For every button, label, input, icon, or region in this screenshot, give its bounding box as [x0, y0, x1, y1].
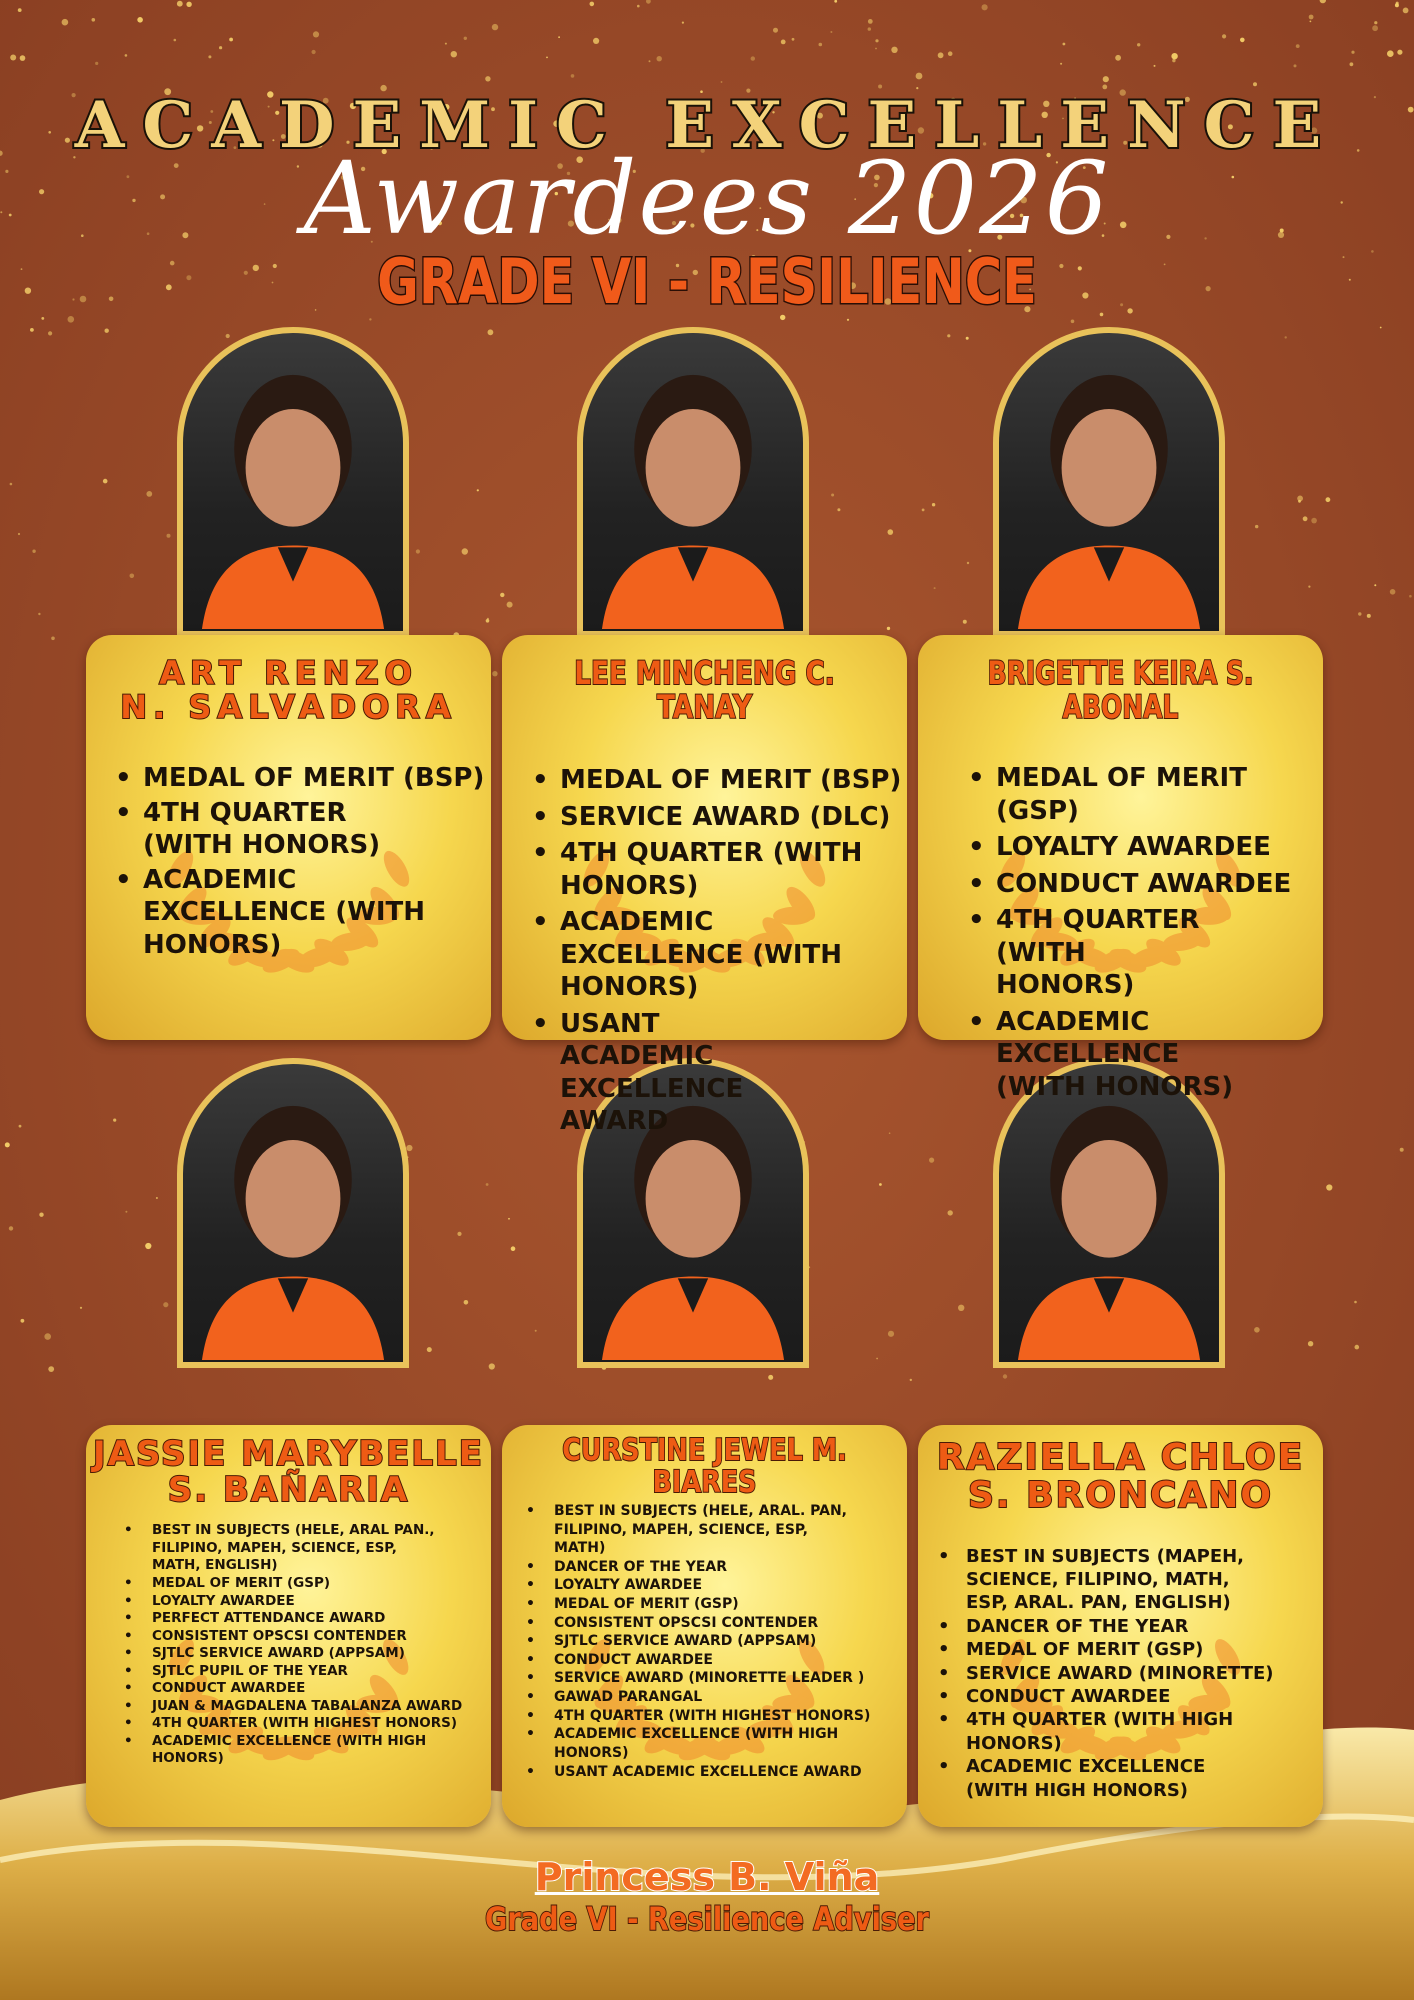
award-item: • ACADEMIC EXCELLENCE (WITH HIGH HONORS) — [86, 1733, 491, 1768]
portrait-silhouette-icon — [183, 1064, 403, 1362]
award-item: • GAWAD PARANGAL — [502, 1688, 907, 1707]
award-item: • ACADEMIC EXCELLENCE (WITH HONORS) — [918, 1006, 1256, 1104]
award-item: • SERVICE AWARD (DLC) — [502, 801, 907, 834]
award-item: • BEST IN SUBJECTS (HELE, ARAL PAN., FILIPINO, MAPEH, SCIENCE, ESP, MATH, ENGLISH) — [86, 1522, 442, 1575]
award-item: • CONDUCT AWARDEE — [918, 1685, 1323, 1708]
awardee-name: ART RENZO N. SALVADORA — [120, 654, 457, 726]
award-list — [918, 1545, 1323, 1802]
award-item: • 4TH QUARTER (WITH HONORS) — [918, 904, 1226, 1002]
portrait-silhouette-icon — [999, 333, 1219, 631]
award-list — [502, 1502, 907, 1781]
award-item: • MEDAL OF MERIT (BSP) — [86, 762, 491, 795]
heading-academic-excellence: ACADEMIC EXCELLENCE — [74, 88, 1340, 163]
awardee-name: RAZIELLA CHLOE S. BRONCANO — [936, 1437, 1305, 1516]
awardee-name: JASSIE MARYBELLE S. BAÑARIA — [93, 1434, 484, 1510]
award-item: • ACADEMIC EXCELLENCE (WITH HIGH HONORS) — [502, 1725, 907, 1762]
award-item: • CONDUCT AWARDEE — [502, 1651, 907, 1670]
award-item: • SERVICE AWARD (MINORETTE LEADER ) — [502, 1669, 907, 1688]
awardee-name: LEE MINCHENG C. TANAY — [574, 654, 835, 726]
award-item: • 4TH QUARTER (WITH HIGH HONORS) — [918, 1708, 1323, 1755]
awardee-photo-1 — [177, 327, 409, 637]
award-item: • SJTLC SERVICE AWARD (APPSAM) — [502, 1632, 907, 1651]
award-item: • USANT ACADEMIC EXCELLENCE AWARD — [502, 1008, 800, 1138]
portrait-silhouette-icon — [999, 1064, 1219, 1362]
awardee-photo-2 — [577, 327, 809, 637]
award-item: • MEDAL OF MERIT (BSP) — [502, 764, 907, 797]
heading-awardees-year: Awardees 2026 — [303, 140, 1111, 257]
portrait-silhouette-icon — [583, 333, 803, 631]
award-item: • SJTLC SERVICE AWARD (APPSAM) — [86, 1645, 491, 1663]
award-item: • CONDUCT AWARDEE — [86, 1680, 491, 1698]
awardee-name: CURSTINE JEWEL M. BIARES — [562, 1433, 847, 1500]
award-list — [86, 1522, 491, 1768]
award-item: • USANT ACADEMIC EXCELLENCE AWARD — [502, 1763, 907, 1782]
awardee-name: BRIGETTE KEIRA S. ABONAL — [987, 654, 1254, 726]
award-item: • MEDAL OF MERIT (GSP) — [502, 1595, 907, 1614]
portrait-silhouette-icon — [183, 333, 403, 631]
award-item: • MEDAL OF MERIT (GSP) — [86, 1575, 491, 1593]
award-item: • DANCER OF THE YEAR — [502, 1558, 907, 1577]
award-item: • CONDUCT AWARDEE — [918, 868, 1323, 901]
awardee-card-1 — [86, 635, 491, 1040]
awardee-photo-4 — [177, 1058, 409, 1368]
awardee-photo-6 — [993, 1058, 1225, 1368]
adviser-role: Grade VI - Resilience Adviser — [485, 1900, 929, 1938]
award-item: • CONSISTENT OPSCSI CONTENDER — [502, 1614, 907, 1633]
awardee-card-5 — [502, 1425, 907, 1827]
award-item: • MEDAL OF MERIT (GSP) — [918, 1638, 1323, 1661]
award-item: • JUAN & MAGDALENA TABALANZA AWARD — [86, 1698, 491, 1716]
awardee-card-6 — [918, 1425, 1323, 1827]
award-item: • DANCER OF THE YEAR — [918, 1615, 1323, 1638]
awardee-card-2 — [502, 635, 907, 1137]
award-item: • CONSISTENT OPSCSI CONTENDER — [86, 1628, 491, 1646]
award-item: • LOYALTY AWARDEE — [918, 831, 1323, 864]
award-item: • LOYALTY AWARDEE — [502, 1576, 907, 1595]
heading-grade-section: GRADE VI - RESILIENCE — [377, 245, 1037, 318]
award-item: • ACADEMIC EXCELLENCE (WITH HONORS) — [502, 906, 850, 1004]
award-list — [918, 762, 1323, 1103]
award-item: • ACADEMIC EXCELLENCE (WITH HIGH HONORS) — [918, 1755, 1256, 1802]
award-item: • PERFECT ATTENDANCE AWARD — [86, 1610, 491, 1628]
award-item: • 4TH QUARTER (WITH HIGHEST HONORS) — [86, 1715, 491, 1733]
award-item: • SJTLC PUPIL OF THE YEAR — [86, 1663, 491, 1681]
award-item: • ACADEMIC EXCELLENCE (WITH HONORS) — [86, 864, 443, 962]
award-item: • BEST IN SUBJECTS (HELE, ARAL. PAN, FILIPINO, MAPEH, SCIENCE, ESP, MATH) — [502, 1502, 854, 1558]
award-item: • LOYALTY AWARDEE — [86, 1593, 491, 1611]
award-item: • 4TH QUARTER (WITH HONORS) — [502, 837, 890, 902]
award-item: • 4TH QUARTER (WITH HIGHEST HONORS) — [502, 1707, 907, 1726]
award-item: • 4TH QUARTER (WITH HONORS) — [86, 797, 403, 862]
award-item: • BEST IN SUBJECTS (MAPEH, SCIENCE, FILIPINO, MATH, ESP, ARAL. PAN, ENGLISH) — [918, 1545, 1266, 1615]
award-item: • MEDAL OF MERIT (GSP) — [918, 762, 1323, 827]
awardee-photo-3 — [993, 327, 1225, 637]
award-item: • SERVICE AWARD (MINORETTE) — [918, 1662, 1323, 1685]
awardee-card-3 — [918, 635, 1323, 1102]
award-list — [502, 764, 907, 1138]
adviser-name: Princess B. Viña — [534, 1855, 880, 1899]
awardee-card-4 — [86, 1425, 491, 1827]
award-list — [86, 762, 491, 961]
